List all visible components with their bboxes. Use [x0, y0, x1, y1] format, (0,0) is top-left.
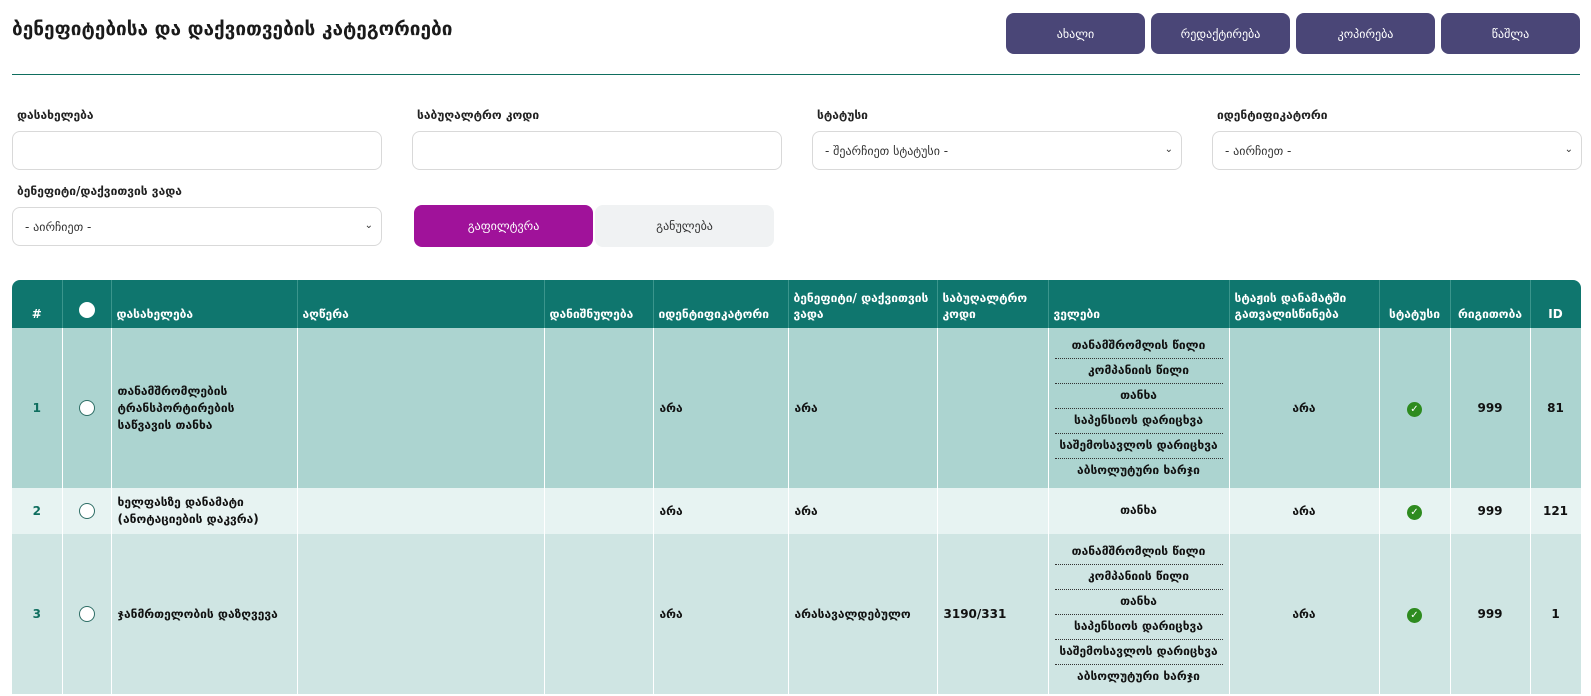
- table-row[interactable]: [12, 488, 1581, 534]
- col-type[interactable]: ბენეფიტი/ დაქვითვის ვადა: [788, 280, 937, 328]
- name-filter-input[interactable]: [12, 131, 382, 170]
- row-id: 81: [1530, 328, 1581, 488]
- row-num: 2: [12, 488, 62, 534]
- row-select[interactable]: [62, 328, 111, 488]
- type-select-value: - აირჩიეთ -: [25, 219, 92, 234]
- row-code: [937, 328, 1048, 488]
- row-select[interactable]: [62, 488, 111, 534]
- edit-button[interactable]: რედაქტირება: [1151, 13, 1290, 54]
- reset-button[interactable]: განულება: [595, 205, 774, 247]
- field-item: თანხა: [1055, 384, 1223, 409]
- field-item: აბსოლუტური ხარჯი: [1077, 462, 1200, 477]
- row-description: [297, 534, 544, 694]
- type-filter-label: ბენეფიტი/დაქვითვის ვადა: [17, 184, 182, 198]
- row-num: 3: [12, 534, 62, 694]
- check-circle-icon: ✓: [1407, 402, 1422, 417]
- col-description[interactable]: აღწერა: [297, 280, 544, 328]
- col-code[interactable]: საბუღალტრო კოდი: [937, 280, 1048, 328]
- row-type: არა: [788, 328, 937, 488]
- row-in-salary: არა: [1229, 328, 1379, 488]
- row-fields: [1048, 534, 1229, 694]
- col-in-salary[interactable]: სტაჟის დანამატში გათვალისწინება: [1229, 280, 1379, 328]
- row-fields: [1048, 328, 1229, 488]
- copy-button[interactable]: კოპირება: [1296, 13, 1435, 54]
- col-order[interactable]: რიგითობა: [1450, 280, 1530, 328]
- row-order: 999: [1450, 488, 1530, 534]
- row-description: [297, 488, 544, 534]
- row-identifier: არა: [653, 488, 788, 534]
- field-item: კომპანიის წილი: [1055, 565, 1223, 590]
- check-circle-icon: ✓: [1407, 608, 1422, 623]
- row-name: ხელფასზე დანამატი (ანოტაციების დაკვრა): [111, 488, 297, 534]
- col-fields[interactable]: ველები: [1048, 280, 1229, 328]
- delete-button[interactable]: წაშლა: [1441, 13, 1580, 54]
- identifier-filter-label: იდენტიფიკატორი: [1217, 108, 1328, 122]
- status-select-value: - შეარჩიეთ სტატუსი -: [825, 143, 949, 158]
- row-select[interactable]: [62, 534, 111, 694]
- code-filter-label: საბუღალტრო კოდი: [417, 108, 540, 122]
- col-name[interactable]: დასახელება: [111, 280, 297, 328]
- chevron-down-icon: ⌄: [364, 220, 373, 231]
- row-status: [1379, 534, 1450, 694]
- field-item: საპენსიოს დარიცხვა: [1055, 409, 1223, 434]
- status-select[interactable]: [812, 131, 1182, 170]
- field-item: თანხა: [1120, 503, 1157, 517]
- page-title: ბენეფიტებისა და დაქვითვების კატეგორიები: [12, 18, 453, 40]
- row-identifier: არა: [653, 328, 788, 488]
- row-radio[interactable]: [79, 606, 95, 622]
- name-filter-label: დასახელება: [17, 108, 94, 122]
- new-button[interactable]: ახალი: [1006, 13, 1145, 54]
- field-item: თანამშრომლის წილი: [1055, 540, 1223, 565]
- col-status[interactable]: სტატუსი: [1379, 280, 1450, 328]
- table-row[interactable]: [12, 328, 1581, 488]
- field-item: საშემოსავლოს დარიცხვა: [1055, 434, 1223, 459]
- col-num[interactable]: #: [12, 280, 62, 328]
- row-type: არა: [788, 488, 937, 534]
- check-circle-icon: ✓: [1407, 505, 1422, 520]
- toolbar: [1006, 13, 1580, 54]
- table-row[interactable]: [12, 534, 1581, 694]
- code-filter-input[interactable]: [412, 131, 782, 170]
- row-code: [937, 488, 1048, 534]
- field-item: საშემოსავლოს დარიცხვა: [1055, 640, 1223, 665]
- col-select-all[interactable]: [62, 280, 111, 328]
- row-assignment: [544, 488, 653, 534]
- row-radio[interactable]: [79, 503, 95, 519]
- row-name: თანამშრომლების ტრანსპორტირების საწვავის თანხა: [111, 328, 297, 488]
- col-id[interactable]: ID: [1530, 280, 1581, 328]
- chevron-down-icon: ⌄: [1564, 144, 1573, 155]
- row-status: [1379, 488, 1450, 534]
- row-identifier: არა: [653, 534, 788, 694]
- chevron-down-icon: ⌄: [1164, 144, 1173, 155]
- type-select[interactable]: [12, 207, 382, 246]
- row-id: 1: [1530, 534, 1581, 694]
- identifier-select-value: - აირჩიეთ -: [1225, 143, 1292, 158]
- title-divider: [12, 74, 1580, 75]
- row-description: [297, 328, 544, 488]
- row-num: 1: [12, 328, 62, 488]
- row-id: 121: [1530, 488, 1581, 534]
- field-item: აბსოლუტური ხარჯი: [1077, 668, 1200, 683]
- col-identifier[interactable]: იდენტიფიკატორი: [653, 280, 788, 328]
- row-code: 3190/331: [937, 534, 1048, 694]
- row-type: არასავალდებულო: [788, 534, 937, 694]
- identifier-select[interactable]: [1212, 131, 1582, 170]
- row-in-salary: არა: [1229, 488, 1379, 534]
- status-filter-label: სტატუსი: [817, 108, 868, 122]
- row-radio[interactable]: [79, 400, 95, 416]
- filter-button[interactable]: გაფილტვრა: [414, 205, 593, 247]
- categories-table: [12, 280, 1581, 694]
- row-assignment: [544, 534, 653, 694]
- col-assignment[interactable]: დანიშნულება: [544, 280, 653, 328]
- row-in-salary: არა: [1229, 534, 1379, 694]
- row-status: [1379, 328, 1450, 488]
- row-order: 999: [1450, 534, 1530, 694]
- select-all-radio[interactable]: [79, 302, 95, 318]
- row-name: ჯანმრთელობის დაზღვევა: [111, 534, 297, 694]
- row-fields: [1048, 488, 1229, 534]
- field-item: თანამშრომლის წილი: [1055, 334, 1223, 359]
- row-assignment: [544, 328, 653, 488]
- table-header-row: [12, 280, 1581, 328]
- field-item: საპენსიოს დარიცხვა: [1055, 615, 1223, 640]
- field-item: თანხა: [1055, 590, 1223, 615]
- field-item: კომპანიის წილი: [1055, 359, 1223, 384]
- row-order: 999: [1450, 328, 1530, 488]
